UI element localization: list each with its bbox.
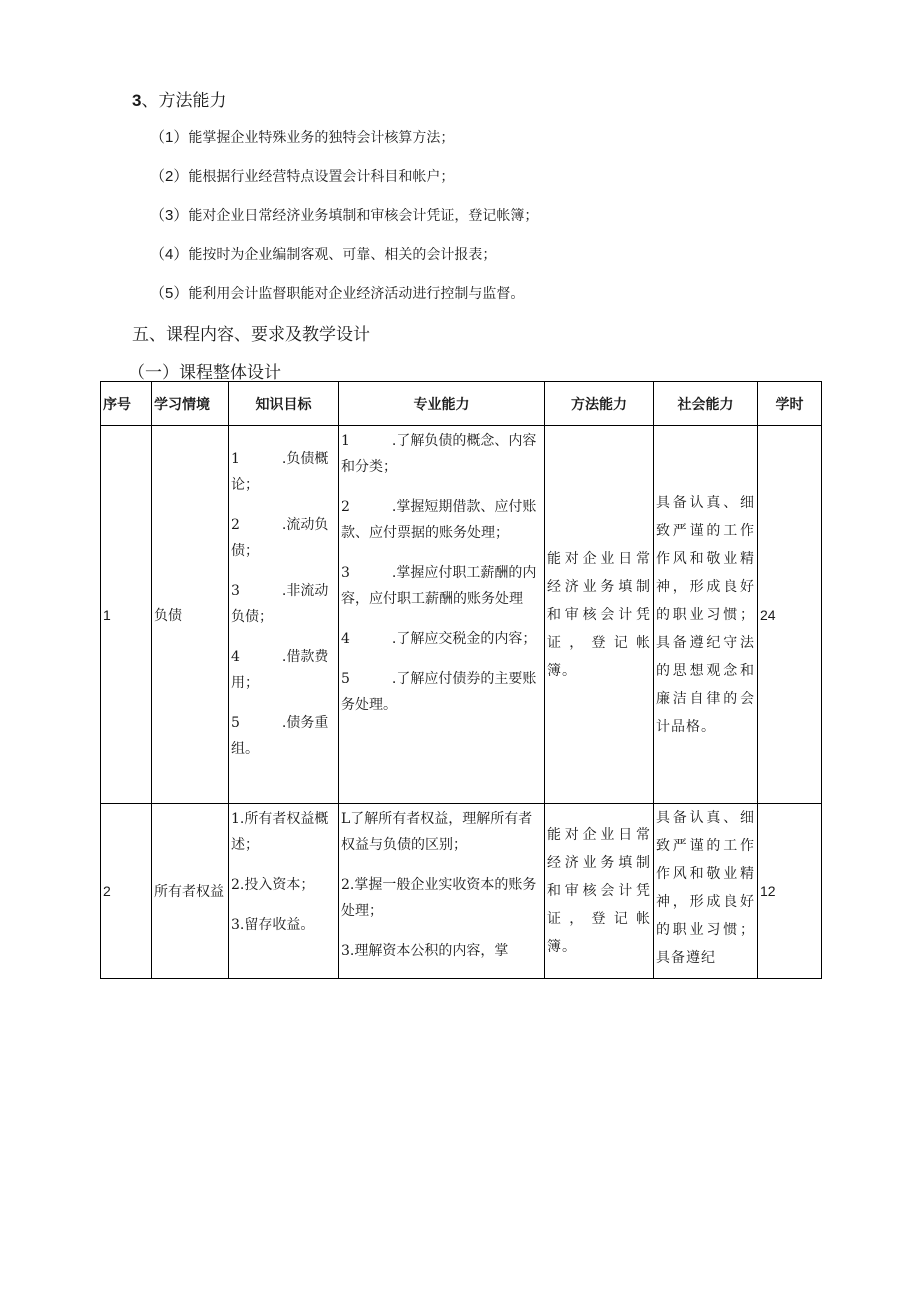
header-professional: 专业能力	[339, 382, 545, 426]
knowledge-item: 1 .负债概论；	[231, 451, 329, 493]
row-professional	[339, 804, 545, 979]
professional-item: 5 .了解应付债券的主要账务处理。	[341, 671, 537, 713]
professional-item: 4 .了解应交税金的内容；	[341, 631, 537, 647]
row-hours: 12	[758, 804, 822, 979]
ability-item	[150, 243, 496, 264]
table-row	[101, 426, 822, 804]
professional-item: 2.掌握一般企业实收资本的账务处理；	[341, 877, 537, 919]
item-text: 能按时为企业编制客观、可靠、相关的会计报表；	[188, 247, 497, 263]
knowledge-item: 2.投入资本；	[231, 877, 315, 893]
row-context: 所有者权益	[152, 804, 229, 979]
subsection-heading: （一）课程整体设计	[128, 363, 281, 383]
row-social	[654, 426, 758, 804]
ability-item	[150, 282, 524, 303]
row-method	[545, 804, 654, 979]
social-text: 具备认真、细致严谨的工作作风和敬业精神，形成良好的职业习惯；具备遵纪	[656, 810, 755, 966]
knowledge-item: 5 .债务重组。	[231, 715, 329, 757]
header-social: 社会能力	[654, 382, 758, 426]
ability-item	[150, 126, 454, 147]
table-header-row	[101, 382, 822, 426]
knowledge-item: 1.所有者权益概述；	[231, 811, 329, 853]
row-hours: 24	[758, 426, 822, 804]
row-number: 2	[101, 804, 152, 979]
header-knowledge: 知识目标	[229, 382, 339, 426]
ability-item	[150, 165, 454, 186]
row-knowledge	[229, 426, 339, 804]
professional-item: 3 .掌握应付职工薪酬的内容，应付职工薪酬的账务处理	[341, 565, 537, 607]
method-text: 能对企业日常经济业务填制和审核会计凭证，登记帐簿。	[547, 550, 651, 679]
row-social	[654, 804, 758, 979]
section-3-title: 、方法能力	[141, 91, 227, 111]
item-number: （4）	[150, 246, 189, 263]
header-number: 序号	[101, 382, 152, 426]
header-hours: 学时	[758, 382, 822, 426]
row-knowledge	[229, 804, 339, 979]
item-text: 能根据行业经营特点设置会计科目和帐户；	[188, 169, 455, 185]
section-3-number: 3	[132, 91, 142, 110]
row-method	[545, 426, 654, 804]
item-number: （5）	[150, 285, 189, 302]
method-text: 能对企业日常经济业务填制和审核会计凭证，登记帐簿。	[547, 827, 651, 955]
item-number: （1）	[150, 129, 189, 146]
knowledge-item: 3 .非流动负债；	[231, 583, 329, 625]
section-5-heading: 五、课程内容、要求及教学设计	[132, 325, 370, 345]
item-number: （3）	[150, 207, 189, 224]
item-text: 能利用会计监督职能对企业经济活动进行控制与监督。	[188, 286, 525, 302]
row-number: 1	[101, 426, 152, 804]
item-text: 能对企业日常经济业务填制和审核会计凭证，登记帐簿；	[188, 208, 539, 224]
item-number: （2）	[150, 168, 189, 185]
professional-item: L了解所有者权益，理解所有者权益与负债的区别；	[341, 811, 533, 853]
header-context: 学习情境	[152, 382, 229, 426]
professional-item: 1 .了解负债的概念、内容和分类；	[341, 433, 537, 475]
ability-item	[150, 204, 538, 225]
course-design-table	[100, 381, 822, 979]
professional-item: 2 .掌握短期借款、应付账款、应付票据的账务处理；	[341, 499, 537, 541]
row-professional	[339, 426, 545, 804]
header-method: 方法能力	[545, 382, 654, 426]
table-row	[101, 804, 822, 979]
knowledge-item: 3.留存收益。	[231, 917, 315, 933]
professional-item: 3.理解资本公积的内容，掌	[341, 943, 509, 959]
knowledge-item: 4 .借款费用；	[231, 649, 329, 691]
item-text: 能掌握企业特殊业务的独特会计核算方法；	[188, 130, 455, 146]
knowledge-item: 2 .流动负债；	[231, 517, 329, 559]
row-context: 负债	[152, 426, 229, 804]
social-text: 具备认真、细致严谨的工作作风和敬业精神，形成良好的职业习惯；具备遵纪守法的思想观念和廉洁自律的会计品格。	[656, 494, 755, 735]
section-3-heading	[132, 86, 226, 111]
